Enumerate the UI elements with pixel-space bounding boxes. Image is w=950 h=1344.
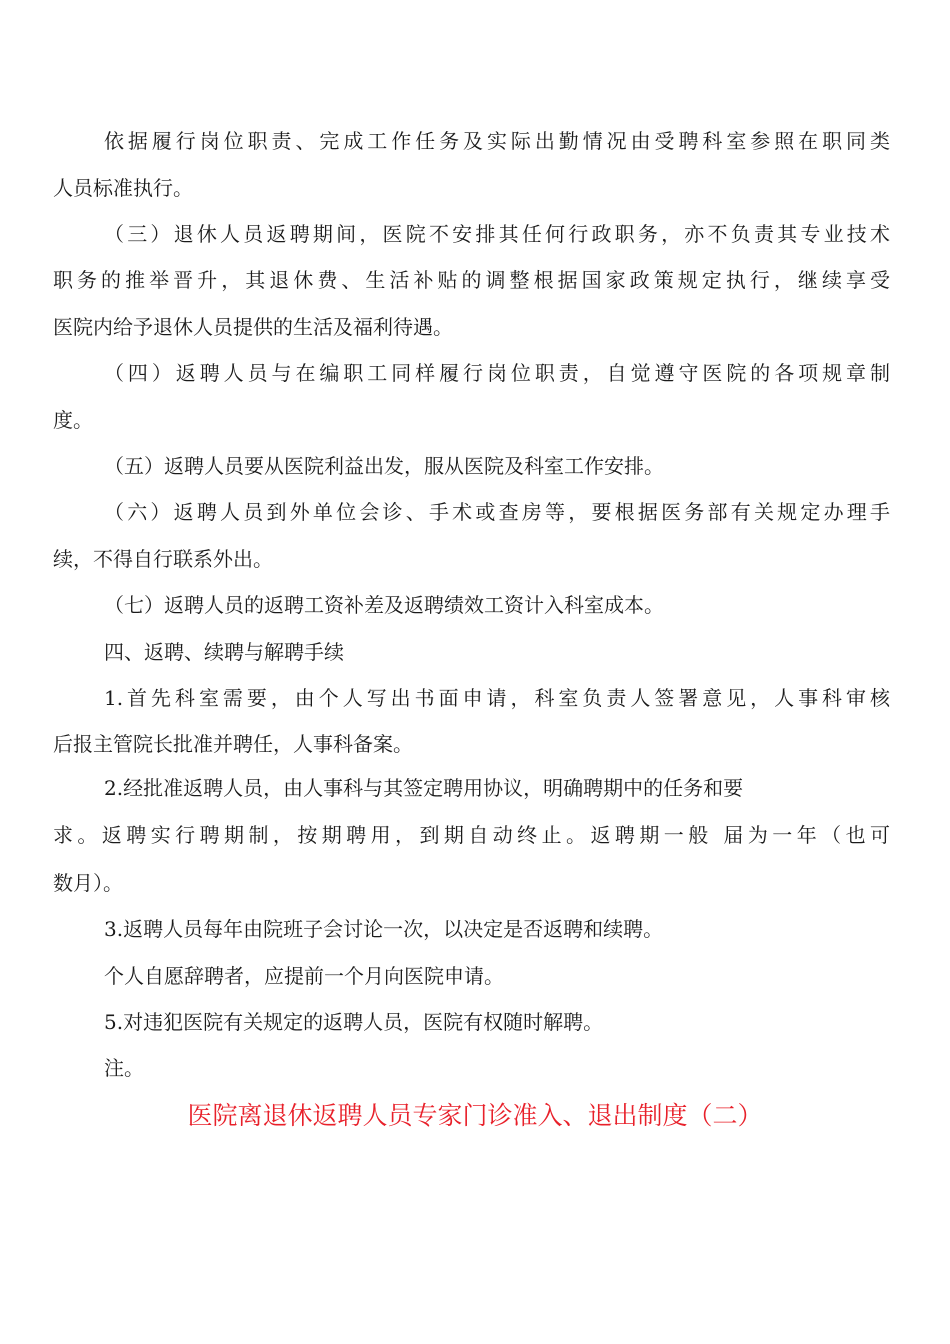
paragraph-line: 求。返聘实行聘期制，按期聘用，到期自动终止。返聘期一般 届为一年（也可 [53, 823, 890, 847]
paragraph-line: 依据履行岗位职责、完成工作任务及实际出勤情况由受聘科室参照在职同类 [104, 129, 890, 153]
paragraph-line: 3.返聘人员每年由院班子会讨论一次，以决定是否返聘和续聘。 [104, 917, 664, 941]
paragraph-line: 职务的推举晋升，其退休费、生活补贴的调整根据国家政策规定执行，继续享受 [53, 268, 890, 292]
paragraph-line: （六）返聘人员到外单位会诊、手术或查房等，要根据医务部有关规定办理手 [104, 500, 890, 524]
paragraph-line: （三）退休人员返聘期间，医院不安排其任何行政职务，亦不负责其专业技术 [104, 222, 890, 246]
paragraph-line: 人员标准执行。 [53, 176, 193, 200]
paragraph-line: 度。 [53, 408, 93, 432]
paragraph-line: 1.首先科室需要，由个人写出书面申请，科室负责人签署意见，人事科审核 [104, 686, 890, 710]
paragraph-line: 注。 [104, 1056, 144, 1080]
paragraph-line: 后报主管院长批准并聘任，人事科备案。 [53, 732, 413, 756]
section-heading: 四、返聘、续聘与解聘手续 [104, 640, 344, 664]
paragraph-line: 医院内给予退休人员提供的生活及福利待遇。 [53, 315, 453, 339]
paragraph-line: （七）返聘人员的返聘工资补差及返聘绩效工资计入科室成本。 [104, 593, 664, 617]
paragraph-line: （四）返聘人员与在编职工同样履行岗位职责，自觉遵守医院的各项规章制 [104, 361, 890, 385]
paragraph-line: 个人自愿辞聘者，应提前一个月向医院申请。 [104, 964, 504, 988]
paragraph-line: 5.对违犯医院有关规定的返聘人员，医院有权随时解聘。 [104, 1010, 604, 1034]
paragraph-line: 续，不得自行联系外出。 [53, 547, 273, 571]
paragraph-line: （五）返聘人员要从医院利益出发，服从医院及科室工作安排。 [104, 454, 664, 478]
document-title: 医院离退休返聘人员专家门诊准入、退出制度（二） [187, 1101, 763, 1130]
paragraph-line: 2.经批准返聘人员，由人事科与其签定聘用协议，明确聘期中的任务和要 [104, 776, 744, 800]
paragraph-line: 数月）。 [53, 871, 123, 895]
